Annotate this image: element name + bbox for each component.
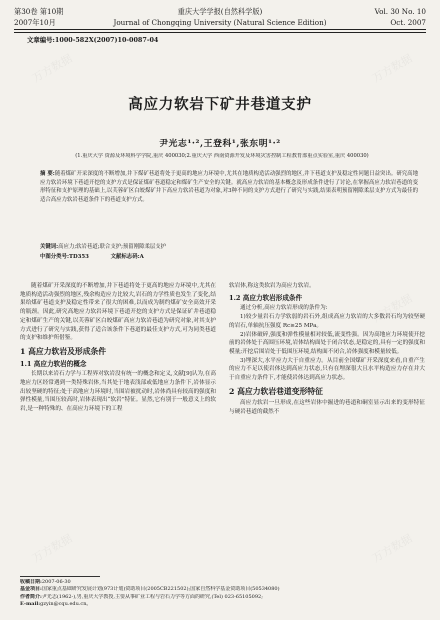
condition-item-2: 2)岩体破碎,强度和弹性模量相对较低,流变性强。因为高地应力环境使开挖前的岩体处于高围压环境,岩体结构面处于闭合状态,是稳定的,具有一定的强度和模量;开挖后围岩处于低围压环境,结构面不闭合,岩体强度和模量较低。 (229, 331, 425, 355)
footnote-rule (20, 576, 100, 577)
header-rule-thin (14, 32, 426, 33)
condition-item-1: 1)较少量岩石力学软弱的岩石外,组成高应力软岩的大多数岩石均为较坚硬的岩石,单轴抗压强度 Rc≥25 MPa。 (229, 314, 425, 329)
watermark-text: 万方数据 (29, 291, 75, 326)
document-code: 文献标志码:A (110, 254, 144, 260)
watermark-text: 万方数据 (369, 291, 415, 326)
paragraph-conditions: 通过分析,高应力软岩形成的条件为: (240, 305, 328, 312)
paragraph-deformation: 高应力软岩一旦形成,在这些岩体中掘进的巷道和硐室显示出来的变形特征与硬岩巷道的截然不 (229, 400, 425, 416)
abstract-label: 摘 要: (40, 171, 55, 177)
journal-name-en: Journal of Chongqing University (Natural Science Edition) (113, 18, 327, 27)
watermark-text: 万方数据 (29, 531, 75, 566)
section-heading-2: 2 高应力软岩巷道变形特征 (229, 386, 323, 396)
footnote-author-bio: 作者简介:尹光志(1962-),男,重庆大学教授,主要从事矿业工程与岩石力学等方面的研究,(Tel) 023-65105092; (20, 593, 263, 600)
footnote-email: E-mail:gzyin@cqu.edu.cn。 (20, 601, 92, 608)
keywords (40, 243, 418, 251)
volume-issue-en: Vol. 30 No. 10 (374, 7, 426, 16)
condition-item-3: 3)埋深大,水平应力大于自重应力。从目前全国煤矿开采深度来看,自重产生的应力不足以使岩体达到高应力状态,只有在埋深很大且水平构造应力存在并大于自重应力条件下,才能使岩体达到高应力状态。 (229, 357, 425, 382)
date-en: Oct. 2007 (390, 18, 426, 27)
keywords-label: 关键词: (40, 244, 59, 250)
volume-issue-cn: 第30卷 第10期 (14, 7, 64, 16)
date-cn: 2007年10月 (14, 18, 56, 27)
subsection-heading-1-1: 1.1 高应力软岩的概念 (20, 359, 87, 368)
header-rule-thick (14, 29, 426, 30)
watermark-text: 万方数据 (369, 51, 415, 86)
author-list: 尹光志¹·²,王登科¹,张东明¹·² (159, 139, 281, 149)
paragraph-concept: 长期以来岩石力学与工程界对软岩没有统一的概念和定义,文献[9]认为,在高地应力区经常遇到一类特殊岩体,当其处于地表浅部或低地应力条件下,岩体显示出较坚硬的特征;处于高地应力环境时,当围岩被扰动时,岩体尚具有较高的强度和弹性模量,当围压较高时,岩体表现出“软岩”特征。显然,它有别于一般意义上的软岩,是一种特殊的、在高应力环境下的工程 (20, 371, 216, 413)
watermark-text: 万方数据 (29, 51, 75, 86)
body-column-left (20, 282, 216, 592)
footnote-fund: 基金项目:国家重点基础研究发展计划(973计划)资助项目(2005CB221502);国家自然科学基金资助项目(50534080) (20, 586, 280, 593)
affiliations: (1.重庆大学 资源及环境科学学院,重庆 400030;2.重庆大学 西南资源开发及环境灾害控制工程教育部重点实验室,重庆 400030) (75, 153, 369, 159)
abstract-text: 随着煤矿开采深度的不断增加,井下煤矿巷道将处于更高的地应力环境中,尤其在地质构造活动强烈的地区,井下巷道支护及稳定性问题日益突出。研究高地应力软岩环境下巷道开挖的支护方式是保证煤矿巷道稳定和煤矿生产安全的关键。就高应力软岩的基本概念及形成条件进行了讨论,在掌握高应力软岩巷道的变形特征和支护原理的基础上,以芙蓉矿区白皎煤矿井下高应力软岩巷道为对象,对3种不同的支护方式进行了研究与实践,结果表明预留刚隙柔层支护方式为最佳的适合高应力软岩巷道条件下的巷道支护方式。 (40, 171, 418, 203)
journal-name-cn: 重庆大学学报(自然科学版) (177, 7, 263, 16)
paper-title: 高应力软岩下矿井巷道支护 (128, 96, 312, 113)
intro-paragraph: 随着煤矿开采深度的不断增加,井下巷道将处于更高的地应力环境中,尤其在地质构造活动强烈的地区,残余构造应力比较大,岩石的力学性质也发生了变化,结果给煤矿巷道支护及稳定性带来了很大的困难,以而成为制约煤矿安全高效开采的瓶颈。因此,研究高地应力软岩环境下巷道开挖的支护方式是保证矿井巷道稳定和煤矿生产的关键,以芙蓉矿区白皎煤矿高应力软岩巷道为研究对象,对其支护方式进行了研究与实践,获得了适合该条件下巷道的最佳支护方式,可为同类巷道的支护和维护所借鉴。 (20, 283, 216, 342)
paragraph-continued: 软岩体,称这类软岩为高应力软岩。 (229, 283, 315, 289)
abstract (40, 170, 418, 240)
footnotes (20, 579, 420, 609)
body-column-right (229, 282, 425, 592)
classification-line (40, 253, 418, 261)
footnote-received: 收稿日期:2007-06-30 (20, 579, 71, 585)
subsection-heading-1-2: 1.2 高应力软岩形成条件 (229, 293, 303, 302)
watermark-text: 万方数据 (369, 531, 415, 566)
clc-code: 中图分类号:TD353 (40, 254, 89, 260)
keywords-text: 高应力;软岩巷道;联合支护;预留刚隙柔层支护 (58, 244, 167, 250)
article-number: 文章编号:1000-582X(2007)10-0087-04 (27, 36, 159, 44)
section-heading-1: 1 高应力软岩及形成条件 (20, 346, 107, 356)
